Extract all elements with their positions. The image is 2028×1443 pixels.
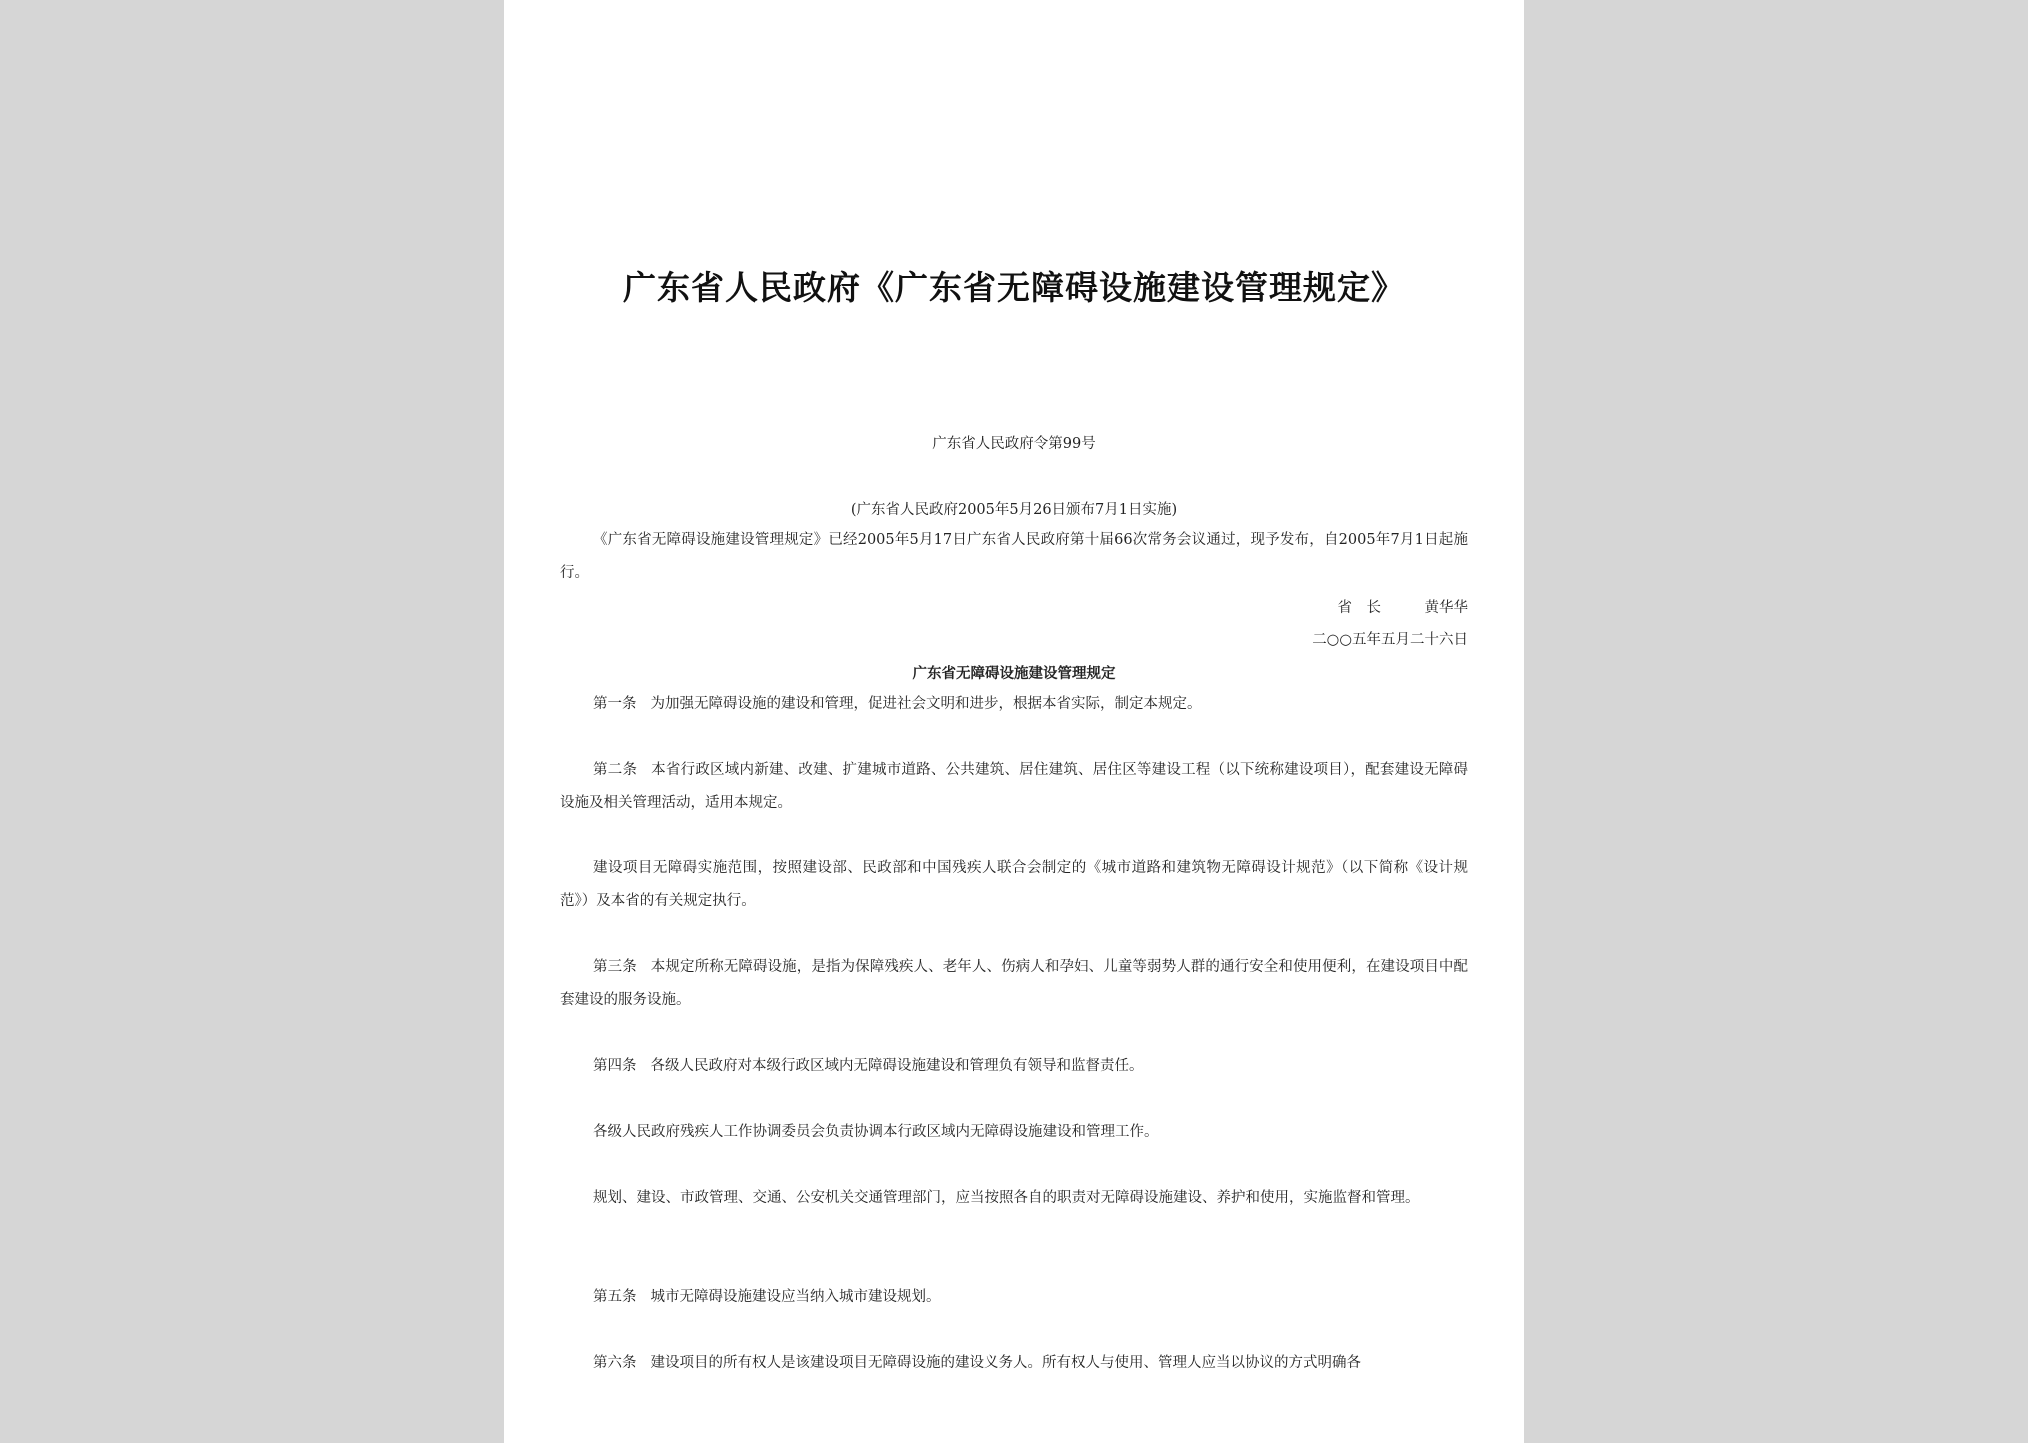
article-text: 本省行政区域内新建、改建、扩建城市道路、公共建筑、居住建筑、居住区等建设工程（以下统称建设项目），配套建设无障碍设施及相关管理活动，适用本规定。 bbox=[560, 762, 1469, 811]
article-text: 各级人民政府残疾人工作协调委员会负责协调本行政区域内无障碍设施建设和管理工作。 bbox=[593, 1124, 1159, 1140]
article-text: 本规定所称无障碍设施，是指为保障残疾人、老年人、伤病人和孕妇、儿童等弱势人群的通行安全和使用便利，在建设项目中配套建设的服务设施。 bbox=[560, 959, 1469, 1008]
article-paragraph bbox=[560, 1347, 1468, 1380]
article-label: 第一条 bbox=[593, 696, 637, 712]
article-paragraph bbox=[560, 852, 1468, 918]
regulation-title: 广东省无障碍设施建设管理规定 bbox=[912, 665, 1116, 682]
article-text: 各级人民政府对本级行政区域内无障碍设施建设和管理负有领导和监督责任。 bbox=[650, 1058, 1144, 1074]
article-paragraph bbox=[560, 754, 1468, 820]
issue-note: (广东省人民政府2005年5月26日颁布7月1日实施) bbox=[850, 502, 1178, 518]
article-paragraph bbox=[560, 951, 1468, 1017]
signature-line bbox=[1338, 596, 1469, 617]
document-date: 二○○五年五月二十六日 bbox=[1312, 632, 1468, 648]
article-paragraph bbox=[560, 1050, 1468, 1083]
article-text: 建设项目的所有权人是该建设项目无障碍设施的建设义务人。所有权人与使用、管理人应当以协议的方式明确各 bbox=[650, 1355, 1361, 1371]
preamble-paragraph: 《广东省无障碍设施建设管理规定》已经2005年5月17日广东省人民政府第十届66次常务会议通过，现予发布，自2005年7月1日起施行。 bbox=[560, 532, 1468, 581]
order-number: 广东省人民政府令第99号 bbox=[932, 436, 1096, 452]
article-text: 建设项目无障碍实施范围，按照建设部、民政部和中国残疾人联合会制定的《城市道路和建筑物无障碍设计规范》（以下简称《设计规范》）及本省的有关规定执行。 bbox=[560, 860, 1468, 909]
article-label: 第六条 bbox=[593, 1355, 637, 1371]
article-label: 第五条 bbox=[593, 1289, 637, 1305]
article-paragraph bbox=[560, 688, 1468, 721]
document-title: 广东省人民政府《广东省无障碍设施建设管理规定》 bbox=[623, 268, 1405, 307]
article-paragraph bbox=[560, 1182, 1468, 1215]
article-text: 规划、建设、市政管理、交通、公安机关交通管理部门，应当按照各自的职责对无障碍设施建设、养护和使用，实施监督和管理。 bbox=[593, 1190, 1420, 1206]
document-page bbox=[504, 0, 1524, 1443]
signature-name: 黄华华 bbox=[1424, 600, 1468, 616]
article-label: 第二条 bbox=[593, 762, 638, 778]
article-text: 城市无障碍设施建设应当纳入城市建设规划。 bbox=[650, 1289, 941, 1305]
signature-position: 省 长 bbox=[1337, 600, 1381, 616]
article-paragraph bbox=[560, 1281, 1468, 1314]
article-text: 为加强无障碍设施的建设和管理，促进社会文明和进步，根据本省实际，制定本规定。 bbox=[650, 696, 1202, 712]
article-label: 第四条 bbox=[593, 1058, 637, 1074]
article-paragraph bbox=[560, 1116, 1468, 1149]
article-label: 第三条 bbox=[593, 959, 637, 975]
